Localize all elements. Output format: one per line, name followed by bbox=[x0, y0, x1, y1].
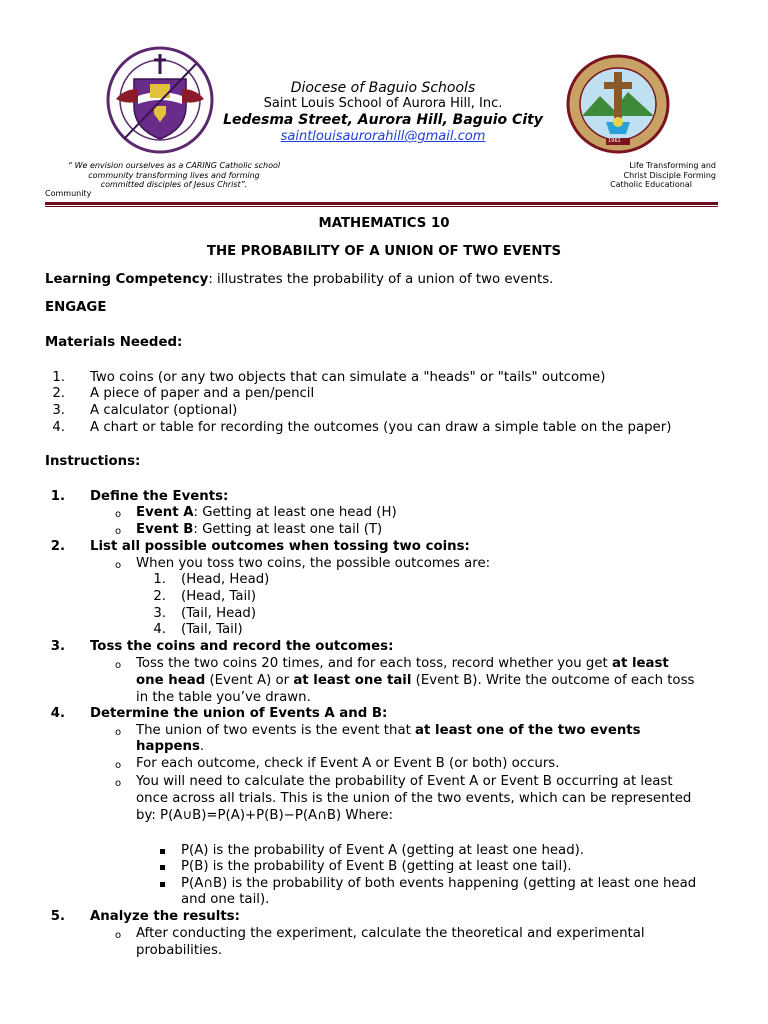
mission-line: Christ Disciple Forming bbox=[623, 170, 716, 180]
vision-statement bbox=[58, 161, 290, 190]
school-address: Ledesma Street, Aurora Hill, Baguio City bbox=[223, 112, 543, 128]
mission-line: Catholic Educational bbox=[610, 180, 692, 189]
competency-label: Learning Competency bbox=[45, 272, 209, 287]
step-title: 2. List all possible outcomes when tossing two coins: bbox=[50, 539, 470, 554]
step-title: 5. Analyze the results: bbox=[50, 909, 240, 924]
header-divider bbox=[45, 202, 718, 205]
mission-statement bbox=[586, 161, 716, 190]
diocese-name: Diocese of Baguio Schools bbox=[290, 80, 476, 96]
vision-line: community transforming lives and forming bbox=[88, 170, 260, 180]
materials-item: 2. A piece of paper and a pen/pencil bbox=[52, 386, 315, 401]
step-title: 3. Toss the coins and record the outcomes: bbox=[50, 639, 394, 654]
step-title: 1. Define the Events: bbox=[50, 489, 229, 504]
materials-item: 3. A calculator (optional) bbox=[52, 403, 238, 418]
subject-title: MATHEMATICS 10 bbox=[318, 216, 450, 231]
materials-heading: Materials Needed: bbox=[45, 335, 183, 350]
header-divider-thin bbox=[45, 206, 718, 207]
vision-community: Community bbox=[45, 189, 92, 198]
topic-title: THE PROBABILITY OF A UNION OF TWO EVENTS bbox=[206, 244, 562, 259]
step-title: 4. Determine the union of Events A and B: bbox=[50, 706, 388, 721]
learning-competency bbox=[45, 272, 553, 289]
school-email-link[interactable]: saintlouisaurorahill@gmail.com bbox=[280, 129, 486, 144]
materials-item: 1. Two coins (or any two objects that can simulate a "heads" or "tails" outcome) bbox=[52, 370, 606, 385]
materials-item: 4. A chart or table for recording the outcomes (you can draw a simple table on the paper) bbox=[52, 420, 672, 435]
instructions-heading: Instructions: bbox=[45, 454, 141, 469]
seal-year: 1962 bbox=[608, 138, 621, 144]
competency-text: : illustrates the probability of a union of two events. bbox=[208, 272, 554, 287]
vision-line: committed disciples of Jesus Christ”. bbox=[100, 180, 248, 189]
engage-heading: ENGAGE bbox=[45, 300, 107, 315]
vision-line: “ We envision ourselves as a CARING Catholic school bbox=[67, 161, 281, 170]
school-name: Saint Louis School of Aurora Hill, Inc. bbox=[263, 96, 503, 111]
mission-line: Life Transforming and bbox=[629, 161, 716, 170]
